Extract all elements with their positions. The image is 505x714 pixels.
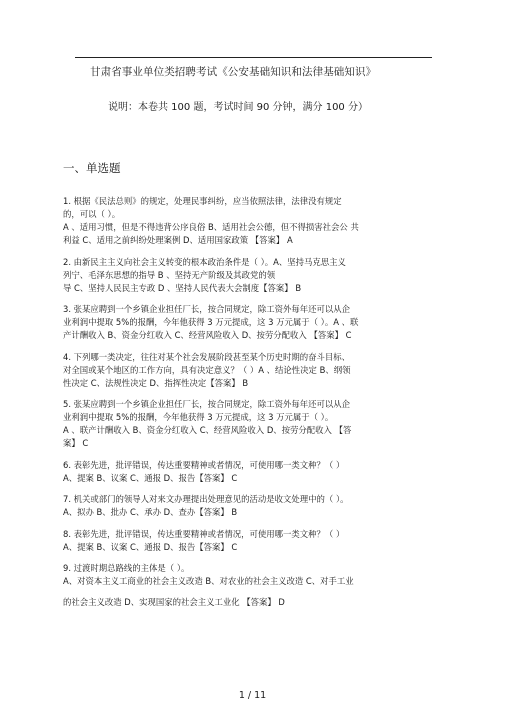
question-line: 导 C、坚持人民民主专政 D 、坚持人民代表大会制度【答案】 B — [63, 282, 302, 293]
exam-instructions: 说明：本卷共 100 题，考试时间 90 分钟，满分 100 分） — [108, 102, 368, 113]
question-line: 9. 过渡时期总路线的主体是（ ）。 — [63, 563, 190, 573]
question-item — [63, 562, 443, 609]
question-line: 7. 机关或部门的领导人对来文办理提出处理意见的活动是收文处理中的（ ）。 — [63, 494, 349, 504]
question-line: A 、适用习惯，但是不得违背公序良俗 B、适用社会公德，但不得损害社会公 共 — [63, 222, 359, 232]
question-line: 列宁、毛泽东思想的指导 B 、坚持无产阶级及其政党的领 — [63, 269, 276, 280]
question-line: 的，可以（ ）。 — [63, 209, 121, 219]
question-line: A、拟办 B、批办 C、承办 D、查办【答案】 B — [63, 507, 238, 517]
question-item — [63, 398, 443, 450]
question-item — [63, 351, 443, 390]
question-list — [63, 195, 443, 618]
question-item — [63, 256, 443, 295]
question-item — [63, 493, 443, 519]
question-line: 案】 C — [63, 438, 89, 448]
question-line: 的社会主义改造 D、实现国家的社会主义工业化 【答案】 D — [63, 597, 285, 607]
question-line: 1. 根据《民法总则》的规定，处理民事纠纷，应当依照法律，法律没有规定 — [63, 196, 342, 206]
question-item — [63, 303, 443, 342]
question-line: 6. 表彰先进，批评错误，传达重要精神或者情况，可使用哪一类文种？（ ） — [63, 459, 345, 470]
question-line: 性决定 C、法规性决定 D、指挥性决定【答案】 B — [63, 377, 249, 388]
question-line: 5. 张某应聘到一个乡镇企业担任厂长，按合同规定，除工资外每年还可以从企 — [63, 399, 351, 409]
question-line: A 、联产计酬收入 B、资金分红收入 C、经营风险收入 D、按劳分配收入 【答 — [63, 425, 352, 435]
question-item — [63, 459, 443, 485]
question-line: 利益 C、适用之前纠纷处理案例 D、适用国家政策 【答案】 A — [63, 235, 293, 245]
question-line: 业利润中提取 5%的报酬，今年他获得 3 万元提成，这 3 万元属于（ ）。A 、联 — [63, 317, 359, 327]
section-heading: 一、单选题 — [63, 161, 121, 175]
question-line: 对全国或某个地区的工作方向，具有决定意义？（ ）A 、结论性决定 B、纲领 — [63, 364, 351, 375]
question-line: A、提案 B、议案 C、通报 D、报告【答案】 C — [63, 472, 238, 483]
question-line: 4. 下列哪一类决定，往往对某个社会发展阶段甚至某个历史时期的奋斗目标、 — [63, 351, 351, 362]
document-title: 甘肃省事业单位类招聘考试《公安基础知识和法律基础知识》 — [90, 66, 377, 78]
question-item — [63, 195, 443, 247]
page-number: 1 / 11 — [238, 690, 267, 701]
question-line: A、提案 B、议案 C、通报 D、报告【答案】 C — [63, 541, 238, 552]
question-line: 产计酬收入 B、资金分红收入 C、经营风险收入 D、按劳分配收入 【答案】 C — [63, 330, 352, 340]
question-item — [63, 528, 443, 554]
question-line: 8. 表彰先进，批评错误，传达重要精神或者情况，可使用哪一类文种？（ ） — [63, 528, 345, 539]
question-line: 业利润中提取 5%的报酬，今年他获得 3 万元提成，这 3 万元属于（ ）。 — [63, 412, 334, 422]
question-line: 2. 由新民主主义向社会主义转变的根本政治条件是（ ）。A、坚持马克思主义 — [63, 256, 346, 267]
question-line: A、对资本主义工商业的社会主义改造 B、对农业的社会主义改造 C、对手工业 — [63, 576, 354, 586]
question-line: 3. 张某应聘到一个乡镇企业担任厂长，按合同规定，除工资外每年还可以从企 — [63, 304, 351, 314]
header-rule — [75, 57, 432, 58]
